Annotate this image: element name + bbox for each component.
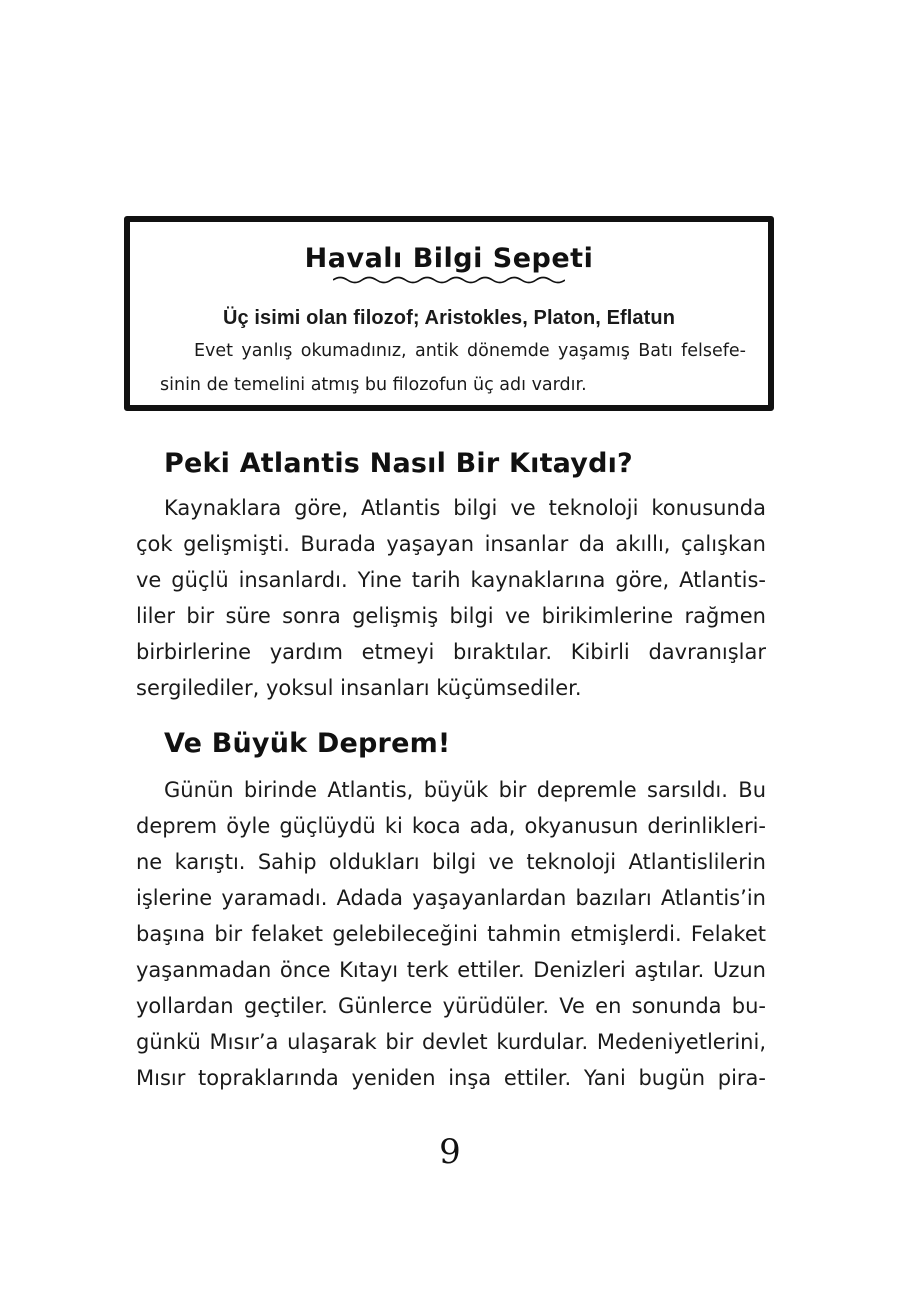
text-line: Kaynaklara göre, Atlantis bilgi ve teknoloji konusunda bbox=[164, 496, 766, 520]
info-box-line: sinin de temelini atmış bu filozofun üç adı vardır. bbox=[160, 375, 587, 395]
info-box-title: Havalı Bilgi Sepeti bbox=[304, 243, 594, 274]
section-title: Ve Büyük Deprem! bbox=[164, 728, 451, 759]
text-line: liler bir süre sonra gelişmiş bilgi ve birikimlerine rağmen bbox=[136, 604, 766, 628]
text-line: işlerine yaramadı. Adada yaşayanlardan bazıları Atlantis’in bbox=[136, 886, 766, 910]
text-line: yaşanmadan önce Kıtayı terk ettiler. Denizleri aştılar. Uzun bbox=[136, 958, 766, 982]
text-line: ve güçlü insanlardı. Yine tarih kaynaklarına göre, Atlantis- bbox=[136, 568, 766, 592]
section-title: Peki Atlantis Nasıl Bir Kıtaydı? bbox=[164, 448, 633, 479]
text-line: başına bir felaket gelebileceğini tahmin etmişlerdi. Felaket bbox=[136, 922, 766, 946]
info-box-line: Evet yanlış okumadınız, antik dönemde yaşamış Batı felsefe- bbox=[194, 341, 746, 361]
info-box-subtitle: Üç isimi olan filozof; Aristokles, Platon, Eflatun bbox=[222, 307, 676, 329]
section-paragraph bbox=[136, 772, 766, 1096]
info-box-body bbox=[160, 334, 746, 402]
text-line: ne karıştı. Sahip oldukları bilgi ve teknoloji Atlantislilerin bbox=[136, 850, 766, 874]
text-line: deprem öyle güçlüydü ki koca ada, okyanusun derinlikleri- bbox=[136, 814, 766, 838]
text-line: günkü Mısır’a ulaşarak bir devlet kurdular. Medeniyetlerini, bbox=[136, 1030, 766, 1054]
text-line: Mısır topraklarında yeniden inşa ettiler. Yani bugün pira- bbox=[136, 1066, 766, 1090]
text-line: birbirlerine yardım etmeyi bıraktılar. Kibirli davranışlar bbox=[136, 640, 766, 664]
info-box-header bbox=[130, 242, 768, 294]
page-number: 9 bbox=[439, 1132, 461, 1172]
text-line: yollardan geçtiler. Günlerce yürüdüler. Ve en sonunda bu- bbox=[136, 994, 766, 1018]
info-box bbox=[124, 216, 774, 411]
section-paragraph bbox=[136, 490, 766, 706]
text-line: Günün birinde Atlantis, büyük bir depremle sarsıldı. Bu bbox=[164, 778, 766, 802]
text-line: sergilediler, yoksul insanları küçümsediler. bbox=[136, 676, 582, 700]
wavy-underline bbox=[333, 276, 565, 284]
text-line: çok gelişmişti. Burada yaşayan insanlar da akıllı, çalışkan bbox=[136, 532, 766, 556]
